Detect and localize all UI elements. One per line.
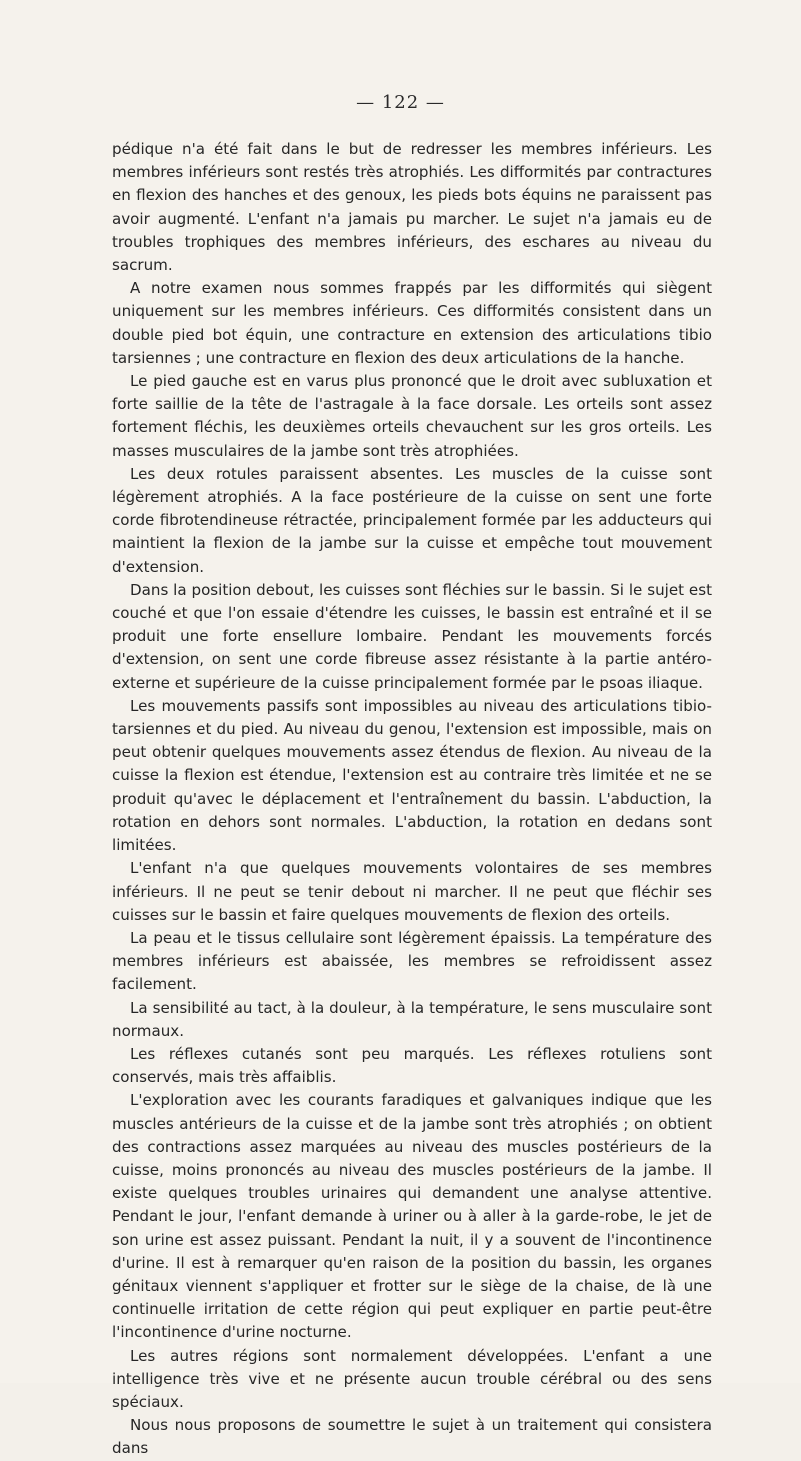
paragraph: Les mouvements passifs sont impossibles au niveau des articulations tibio-tarsiennes et du pied. Au niveau du genou, l'extension est impossible, mais on peut obtenir quelques mouvements assez étendus de flexion. Au niveau de la cuisse la flexion est étendue, l'extension est au contraire très limitée et ne se produit qu'avec le déplacement et l'entraînement du bassin. L'abduction, la rotation en dehors sont normales. L'abduction, la rotation en dedans sont limitées. [112, 696, 712, 855]
paragraph: Les autres régions sont normalement développées. L'enfant a une intelligence très vive et ne présente aucun trouble cérébral ou des sens spéciaux. [112, 1346, 712, 1411]
paragraph: La peau et le tissus cellulaire sont légèrement épaissis. La température des membres inférieurs est abaissée, les membres se refroidissent assez facilement. [112, 928, 712, 994]
paragraph: Les deux rotules paraissent absentes. Les muscles de la cuisse sont légèrement atrophiés. A la face postérieure de la cuisse on sent une forte corde fibrotendineuse rétractée, principalement formée par les adducteurs qui maintient la flexion de la jambe sur la cuisse et empêche tout mouvement d'extension. [112, 464, 712, 576]
paragraph: Les réflexes cutanés sont peu marqués. Les réflexes rotuliens sont conservés, mais très affaiblis. [112, 1044, 712, 1087]
paragraph: L'exploration avec les courants faradiques et galvaniques indique que les muscles antérieurs de la cuisse et de la jambe sont très atrophiés ; on obtient des contractions assez marquées au niveau des muscles postérieurs de la cuisse, moins prononcés au niveau des muscles postérieurs de la jambe. Il existe quelques troubles urinaires qui demandent une analyse attentive. Pendant le jour, l'enfant demande à uriner ou à aller à la garde-robe, le jet de son urine est assez puissant. Pendant la nuit, il y a souvent de l'incontinence d'urine. Il est à remarquer qu'en raison de la position du bassin, les organes génitaux viennent s'appliquer et frotter sur le siège de la chaise, de là une continuelle irritation de cette région qui peut expliquer en partie peut-être l'incontinence d'urine nocturne. [112, 1091, 712, 1342]
page-number: — 122 — [356, 92, 445, 113]
paragraph: L'enfant n'a que quelques mouvements volontaires de ses membres inférieurs. Il ne peut se tenir debout ni marcher. Il ne peut que fléchir ses cuisses sur le bassin et faire quelques mouvements de flexion des orteils. [112, 859, 712, 924]
paragraph: Nous nous proposons de soumettre le sujet à un traitement qui consistera dans [112, 1416, 712, 1458]
paragraph: La sensibilité au tact, à la douleur, à la température, le sens musculaire sont normaux. [112, 998, 712, 1040]
paragraph: A notre examen nous sommes frappés par les difformités qui siègent uniquement sur les membres inférieurs. Ces difformités consistent dans un double pied bot équin, une contracture en extension des articulations tibio tarsiennes ; une contracture en flexion des deux articulations de la hanche. [112, 279, 712, 367]
paragraph: Le pied gauche est en varus plus prononcé que le droit avec subluxation et forte saillie de la tête de l'astragale à la face dorsale. Les orteils sont assez fortement fléchis, les deuxièmes orteils chevauchent sur les gros orteils. Les masses musculaires de la jambe sont très atrophiées. [112, 372, 712, 460]
paragraph: Dans la position debout, les cuisses sont fléchies sur le bassin. Si le sujet est couché et que l'on essaie d'étendre les cuisses, le bassin est entraîné et il se produit une forte ensellure lombaire. Pendant les mouvements forcés d'extension, on sent une corde fibreuse assez résistante à la partie antéro-externe et supérieure de la cuisse principalement formée par le psoas iliaque. [112, 580, 712, 692]
paragraph: pédique n'a été fait dans le but de redresser les membres inférieurs. Les membres inférieurs sont restés très atrophiés. Les difformités par contractures en flexion des hanches et des genoux, les pieds bots équins ne paraissent pas avoir augmenté. L'enfant n'a jamais pu marcher. Le sujet n'a jamais eu de troubles trophiques des membres inférieurs, des eschares au niveau du sacrum. [112, 140, 712, 275]
body-text [112, 138, 712, 1461]
